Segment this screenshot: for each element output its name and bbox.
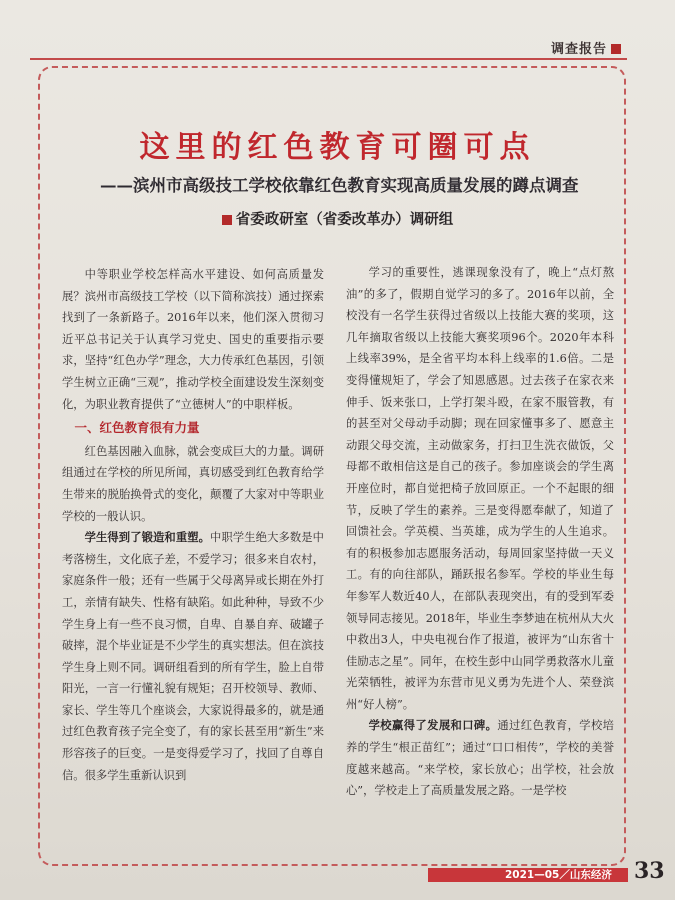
section-label: 调查报告 — [550, 42, 607, 57]
author-label: 省委政研室（省委改革办）调研组 — [235, 212, 454, 228]
paragraph: 学习的重要性，逃课现象没有了，晚上“点灯熬油”的多了，假期自觉学习的多了。2016年以前，全校没有一名学生获得过省级以上技能大赛的奖项，这几年摘取省级以上技能大赛奖项96个。2020年本科上线率39%，是全省平均本科上线率的1.6倍。二是变得懂规矩了，学会了知恩感恩。过去孩子在家衣来伸手、饭来张口，上学打架斗殴，在家不服管教，有的甚至对父母动手动脚；现在回家懂事多了、愿意主动跟父母交流，主动做家务，打扫卫生洗衣做饭，父母都不敢相信这是自己的孩子。参加座谈会的学生离开座位时，都自觉把椅子放回原正。一个不起眼的细节，反映了学生的素养。三是变得愿奉献了，知道了回馈社会。学英模、当英雄，成为学生的人生追求。有的积极参加志愿服务活动，每周回家坚持做一天义工。有的向往部队，踊跃报名参军。学校的毕业生每年参军人数近40人，在部队表现突出，有的受到军委领导同志接见。2018年，毕业生李梦迪在杭州从大火中救出3人，中央电视台作了报道，被评为“山东省十佳励志之星”。同年，在校生彭中山同学勇救落水儿童光荣牺牲，被评为东营市见义勇为先进个人、荣登滨州“好人榜”。 — [346, 266, 614, 711]
paragraph: 红色基因融入血脉，就会变成巨大的力量。调研组通过在学校的所见所闻，真切感受到红色教育给学生带来的脱胎换骨式的变化，颠覆了大家对中等职业学校的一般认识。 — [62, 444, 324, 523]
header-rule — [30, 58, 627, 60]
article-author — [0, 208, 675, 229]
footer-issue: 2021—05／山东经济 — [505, 869, 612, 881]
article-subtitle: ——滨州市高级技工学校依靠红色教育实现高质量发展的蹲点调查 — [100, 176, 579, 195]
paragraph — [346, 715, 614, 801]
paragraph: 中等职业学校怎样高水平建设、如何高质量发展？滨州市高级技工学校（以下简称滨技）通过探索找到了一条新路子。2016年以来，他们深入贯彻习近平总书记关于认真学习党史、国史的重要指示要求，坚持“红色办学”理念，大力传承红色基因，引领学生树立正确“三观”，推动学校全面建设发生深刻变化，为职业教育提供了“立德树人”的中职样板。 — [62, 268, 324, 411]
paragraph-body: 通过红色教育，学校培养的学生“根正苗红”；通过“口口相传”，学校的美誉度越来越高。“来学校，家长放心；出学校，社会放心”，学校走上了高质量发展之路。一是学校 — [346, 719, 614, 798]
paragraph-lead: 学校赢得了发展和口碑。 — [368, 718, 498, 733]
article-title: 这里的红色教育可圈可点 — [139, 130, 536, 165]
left-column — [62, 264, 324, 786]
paragraph-lead: 学生得到了锻造和重塑。 — [84, 530, 211, 545]
paragraph — [62, 527, 324, 786]
red-square-icon — [222, 215, 232, 225]
page-number: 33 — [634, 858, 665, 884]
right-column — [346, 262, 614, 802]
section-tag — [551, 38, 621, 57]
red-square-icon — [611, 44, 621, 54]
section-heading: 一、红色教育很有力量 — [74, 420, 200, 436]
paragraph-body: 中职学生绝大多数是中考落榜生，文化底子差，不爱学习；很多来自农村，家庭条件一般；还有一些属于父母离异或长期在外打工，亲情有缺失、性格有缺陷。如此种种，导致不少学生身上有一些不良习惯，自卑、自暴自弃、破罐子破摔，混个毕业证是不少学生的真实想法。但在滨技学生身上则不同。调研组看到的所有学生，脸上自带阳光，一言一行懂礼貌有规矩；召开校领导、教师、家长、学生等几个座谈会，大家说得最多的，就是通过红色教育孩子完全变了，有的家长甚至用“新生”来形容孩子的巨变。一是变得爱学习了，找回了自尊自信。很多学生重新认识到 — [62, 531, 324, 782]
